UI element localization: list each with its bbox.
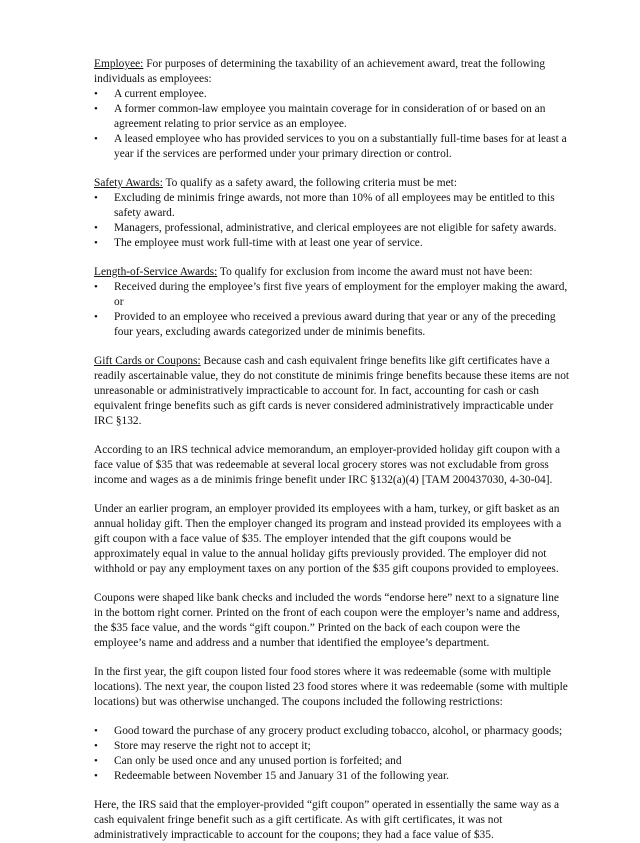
- gift-paragraph: [94, 354, 570, 429]
- employee-list: [94, 87, 570, 162]
- employee-intro-text: For purposes of determining the taxability of an achievement award, treat the following individuals as employees:: [94, 58, 546, 85]
- safety-heading: Safety Awards:: [94, 177, 163, 189]
- gift-text: Because cash and cash equivalent fringe benefits like gift certificates have a readily ascertainable value, they do not constitute de minimis fringe benefits because these items are not unreasonable or administratively impracticable to account for. In fact, accounting for cash or cash equivalent fringe benefits such as gift cards is never considered administratively impracticable under IRC §132.: [94, 355, 570, 427]
- list-item: • Good toward the purchase of any grocery product excluding tobacco, alcohol, or pharmacy goods;: [94, 724, 570, 739]
- list-item: • A leased employee who has provided services to you on a substantially full-time bases for at least a year if the services are performed under your primary direction or control.: [94, 132, 570, 162]
- gift-heading: Gift Cards or Coupons:: [94, 355, 201, 367]
- restrictions-list: [94, 724, 570, 784]
- length-intro: [94, 265, 570, 280]
- list-item: • Excluding de minimis fringe awards, not more than 10% of all employees may be entitled to this safety award.: [94, 191, 570, 221]
- employee-heading: Employee:: [94, 58, 144, 70]
- document-page: [94, 57, 570, 843]
- list-item: • Redeemable between November 15 and January 31 of the following year.: [94, 769, 570, 784]
- safety-section: [94, 176, 570, 251]
- list-item: • Received during the employee’s first five years of employment for the employer making the award, or: [94, 280, 570, 310]
- paragraph-first-year: In the first year, the gift coupon listed four food stores where it was redeemable (some with multiple locations). The next year, the coupon listed 23 food stores where it was redeemable (some with multiple locations) but was otherwise unchanged. The coupons included the following restrictions:: [94, 666, 568, 708]
- list-item: • Store may reserve the right not to accept it;: [94, 739, 570, 754]
- safety-intro-text: To qualify as a safety award, the following criteria must be met:: [162, 177, 457, 189]
- list-item: • A former common-law employee you maintain coverage for in consideration of or based on an agreement relating to prior service as an employee.: [94, 102, 570, 132]
- length-intro-text: To qualify for exclusion from income the award must not have been:: [217, 266, 533, 278]
- safety-intro: [94, 176, 570, 191]
- list-item: • The employee must work full-time with at least one year of service.: [94, 236, 570, 251]
- paragraph-conclusion: Here, the IRS said that the employer-provided “gift coupon” operated in essentially the same way as a cash equivalent fringe benefit such as a gift certificate. As with gift certificates, it was not administratively impracticable to account for the coupons; they had a face value of $35.: [94, 799, 560, 841]
- length-list: [94, 280, 570, 340]
- paragraph-earlier-program: Under an earlier program, an employer provided its employees with a ham, turkey, or gift basket as an annual holiday gift. Then the employer changed its program and instead provided its employees with a gift coupon with a face value of $35. The employer intended that the gift coupons would be approximately equal in value to the annual holiday gifts previously provided. The employer did not withhold or pay any employment taxes on any portion of the $35 gift coupons provided to employees.: [94, 503, 562, 575]
- employee-intro: [94, 57, 570, 87]
- list-item: • Can only be used once and any unused portion is forfeited; and: [94, 754, 570, 769]
- length-of-service-section: [94, 265, 570, 340]
- list-item: • Provided to an employee who received a previous award during that year or any of the preceding four years, excluding awards categorized under de minimis benefits.: [94, 310, 570, 340]
- paragraph-tam: According to an IRS technical advice memorandum, an employer-provided holiday gift coupon with a face value of $35 that was redeemable at several local grocery stores was not excludable from gross income and wages as a de minimis fringe benefit under IRC §132(a)(4) [TAM 200437030, 4-30-04].: [94, 444, 561, 486]
- paragraph-coupon-shape: Coupons were shaped like bank checks and included the words “endorse here” next to a signature line in the bottom right corner. Printed on the front of each coupon were the employer’s name and address, the $35 face value, and the words “gift coupon.” Printed on the back of each coupon were the employee’s name and address and a number that identified the employee’s department.: [94, 592, 560, 649]
- gift-cards-section: [94, 354, 570, 429]
- list-item: • Managers, professional, administrative, and clerical employees are not eligible for safety awards.: [94, 221, 570, 236]
- employee-section: [94, 57, 570, 162]
- safety-list: [94, 191, 570, 251]
- length-heading: Length-of-Service Awards:: [94, 266, 218, 278]
- list-item: • A current employee.: [94, 87, 570, 102]
